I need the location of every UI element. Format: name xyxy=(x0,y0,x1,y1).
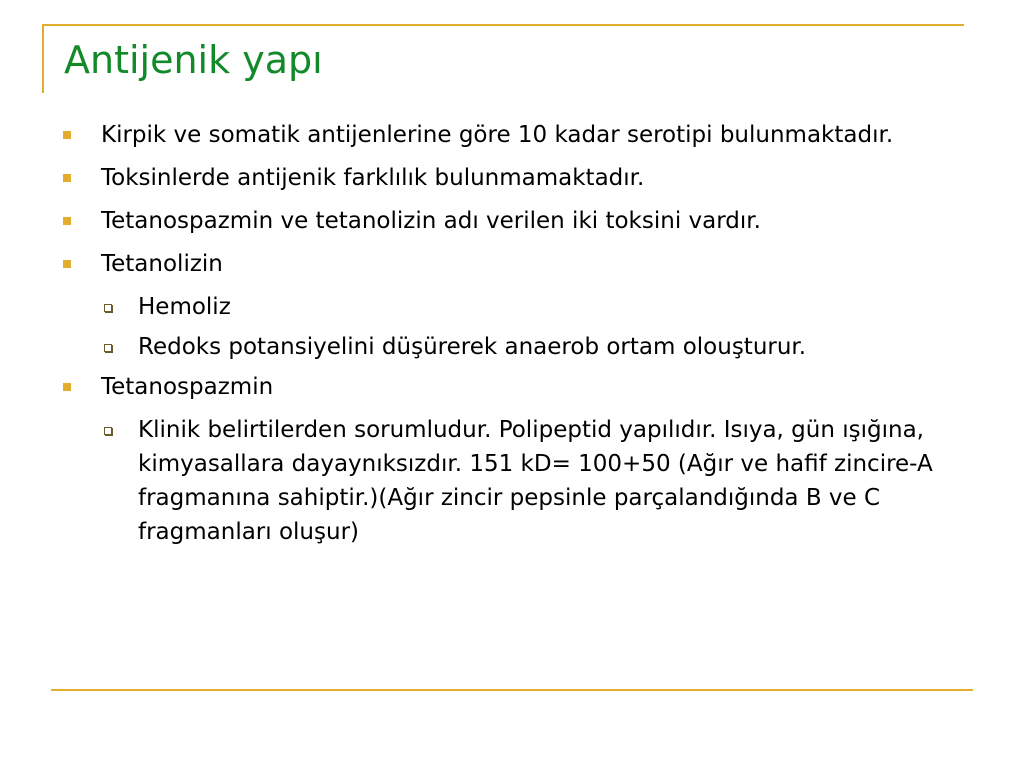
hollow-square-bullet-icon xyxy=(104,427,112,435)
bullet-text: Kirpik ve somatik antijenlerine göre 10 kadar serotipi bulunmaktadır. xyxy=(101,122,894,148)
bullet-text: Tetanospazmin ve tetanolizin adı verilen iki toksini vardır. xyxy=(101,208,761,234)
square-bullet-icon xyxy=(63,217,71,225)
bullet-text: Tetanospazmin xyxy=(101,374,274,400)
bullet-item xyxy=(101,161,921,195)
bullet-text: Tetanolizin xyxy=(101,251,223,277)
bullet-item xyxy=(101,247,921,281)
slide-body xyxy=(0,118,1024,555)
bullet-item xyxy=(101,370,921,404)
square-bullet-icon xyxy=(63,131,71,139)
square-bullet-icon xyxy=(63,260,71,268)
title-frame-top-rule xyxy=(42,24,964,26)
sub-bullet-text: Redoks potansiyelini düşürerek anaerob ortam olouşturur. xyxy=(138,334,807,360)
bullet-item xyxy=(101,204,921,238)
square-bullet-icon xyxy=(63,383,71,391)
sub-bullet-item xyxy=(138,290,988,324)
bullet-text: Toksinlerde antijenik farklılık bulunmamaktadır. xyxy=(101,165,645,191)
sub-bullet-item xyxy=(138,330,988,364)
sub-bullet-item xyxy=(138,413,988,549)
sub-bullet-text: Klinik belirtilerden sorumludur. Polipeptid yapılıdır. Isıya, gün ışığına, kimyasallara dayaynıksızdır. 151 kD= 100+50 (Ağır ve hafif zincire-A fragmanına sahiptir.)(Ağır zincir pepsinle parçalandığında B ve C fragmanları oluşur) xyxy=(138,417,933,545)
hollow-square-bullet-icon xyxy=(104,344,112,352)
hollow-square-bullet-icon xyxy=(104,304,112,312)
slide-title: Antijenik yapı xyxy=(64,38,323,82)
square-bullet-icon xyxy=(63,174,71,182)
footer-rule xyxy=(51,689,973,691)
bullet-item xyxy=(101,118,921,152)
sub-bullet-text: Hemoliz xyxy=(138,294,231,320)
title-frame-left-rule xyxy=(42,25,44,93)
